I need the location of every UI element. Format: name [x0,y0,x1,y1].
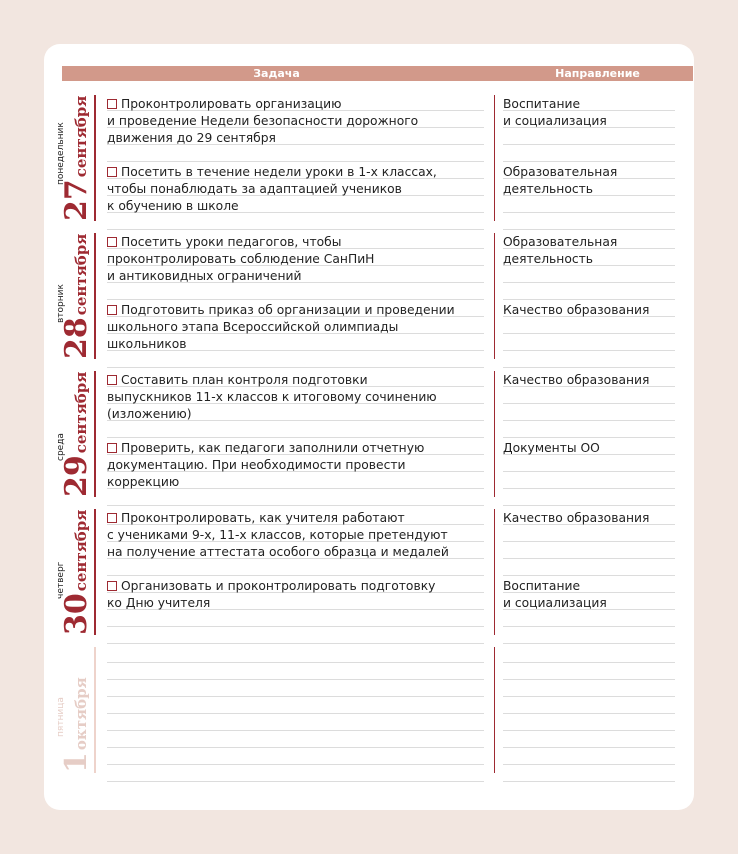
ruled-line [107,575,484,576]
ruled-line [107,764,484,765]
task-text: выпускников 11-х классов к итоговому сочинению [107,390,437,404]
ruled-line [107,161,484,162]
task-direction [503,578,683,612]
ruled-line [107,713,484,714]
day-weekday: четверг [56,561,66,599]
task-text: Организовать и проконтролировать подготовку [121,579,436,593]
task-text: чтобы понаблюдать за адаптацией учеников [107,182,402,196]
ruled-line [503,420,675,421]
ruled-line [503,764,675,765]
task-checkbox[interactable] [107,99,117,109]
ruled-line [503,541,675,542]
ruled-line [503,161,675,162]
ruled-line [503,333,675,334]
task-text: (изложению) [107,407,192,421]
ruled-line [107,367,484,368]
task-text: и антиковидных ограничений [107,269,302,283]
task-item [107,510,487,561]
day-month: сентября [72,233,90,316]
day-number: 28 [59,317,94,359]
ruled-line [503,662,675,663]
ruled-line [503,730,675,731]
direction-text: Качество образования [503,303,650,317]
direction-text: и социализация [503,114,607,128]
direction-text: и социализация [503,596,607,610]
task-checkbox[interactable] [107,375,117,385]
header-task: Задача [253,67,300,80]
day-divider [94,371,96,497]
task-checkbox[interactable] [107,237,117,247]
ruled-line [503,437,675,438]
ruled-line [503,679,675,680]
ruled-line [503,747,675,748]
day-divider [94,233,96,359]
ruled-line [503,488,675,489]
ruled-line [107,679,484,680]
day-month: сентября [72,95,90,178]
day-divider [94,647,96,773]
task-text: с учениками 9-х, 11-х классов, которые претендуют [107,528,448,542]
ruled-line [107,626,484,627]
column-divider [494,647,495,773]
ruled-line [503,781,675,782]
direction-text: деятельность [503,252,594,266]
task-direction [503,510,683,527]
task-item [107,96,487,147]
day-month: октября [72,677,90,751]
task-text: к обучению в школе [107,199,239,213]
task-item [107,302,487,353]
task-text: и проведение Недели безопасности дорожного [107,114,419,128]
task-text: документацию. При необходимости провести [107,458,406,472]
day-divider [94,509,96,635]
task-text: коррекцию [107,475,180,489]
task-text: Проконтролировать организацию [121,97,342,111]
task-direction [503,164,683,198]
ruled-line [107,696,484,697]
ruled-line [503,471,675,472]
direction-text: Качество образования [503,373,650,387]
day-month: сентября [72,509,90,592]
task-item [107,372,487,423]
task-checkbox[interactable] [107,513,117,523]
ruled-line [503,643,675,644]
ruled-line [107,437,484,438]
task-checkbox[interactable] [107,443,117,453]
ruled-line [503,144,675,145]
ruled-line [503,505,675,506]
column-divider [494,371,495,497]
task-text: Составить план контроля подготовки [121,373,368,387]
ruled-line [107,643,484,644]
direction-text: Качество образования [503,511,650,525]
task-text: движения до 29 сентября [107,131,276,145]
ruled-line [107,747,484,748]
task-text: школьного этапа Всероссийской олимпиады [107,320,399,334]
column-divider [494,233,495,359]
task-direction [503,302,683,319]
task-text: Проверить, как педагоги заполнили отчетную [121,441,425,455]
direction-text: Документы ОО [503,441,600,455]
task-text: Посетить уроки педагогов, чтобы [121,235,342,249]
task-text: на получение аттестата особого образца и медалей [107,545,449,559]
ruled-line [503,367,675,368]
header-direction: Направление [555,67,640,80]
day-weekday: пятница [56,697,66,737]
task-item [107,234,487,285]
day-weekday: среда [56,433,66,461]
task-direction [503,96,683,130]
task-item [107,578,487,612]
task-checkbox[interactable] [107,167,117,177]
direction-text: Образовательная [503,235,618,249]
ruled-line [503,558,675,559]
direction-text: деятельность [503,182,594,196]
direction-text: Образовательная [503,165,618,179]
day-number: 27 [59,179,94,221]
direction-text: Воспитание [503,97,581,111]
table-header [62,66,693,81]
task-text: Посетить в течение недели уроки в 1-х классах, [121,165,437,179]
ruled-line [503,229,675,230]
ruled-line [107,229,484,230]
ruled-line [107,730,484,731]
ruled-line [503,212,675,213]
task-direction [503,440,683,457]
ruled-line [503,282,675,283]
task-direction [503,372,683,389]
column-divider [494,95,495,221]
task-text: проконтролировать соблюдение СанПиН [107,252,375,266]
day-weekday: понедельник [56,122,66,185]
ruled-line [107,505,484,506]
day-month: сентября [72,371,90,454]
ruled-line [503,575,675,576]
task-direction [503,234,683,268]
day-number: 1 [59,752,94,773]
column-divider [494,509,495,635]
task-text: Подготовить приказ об организации и проведении [121,303,455,317]
day-weekday: вторник [56,284,66,323]
direction-text: Воспитание [503,579,581,593]
task-text: школьников [107,337,187,351]
ruled-line [503,299,675,300]
ruled-line [107,299,484,300]
ruled-line [503,713,675,714]
task-checkbox[interactable] [107,305,117,315]
ruled-line [107,781,484,782]
task-item [107,440,487,491]
ruled-line [503,350,675,351]
task-text: Проконтролировать, как учителя работают [121,511,405,525]
task-text: ко Дню учителя [107,596,211,610]
task-item [107,164,487,215]
day-number: 30 [59,593,94,635]
ruled-line [503,403,675,404]
day-divider [94,95,96,221]
ruled-line [503,696,675,697]
ruled-line [503,626,675,627]
day-number: 29 [59,455,94,497]
ruled-line [107,662,484,663]
task-checkbox[interactable] [107,581,117,591]
